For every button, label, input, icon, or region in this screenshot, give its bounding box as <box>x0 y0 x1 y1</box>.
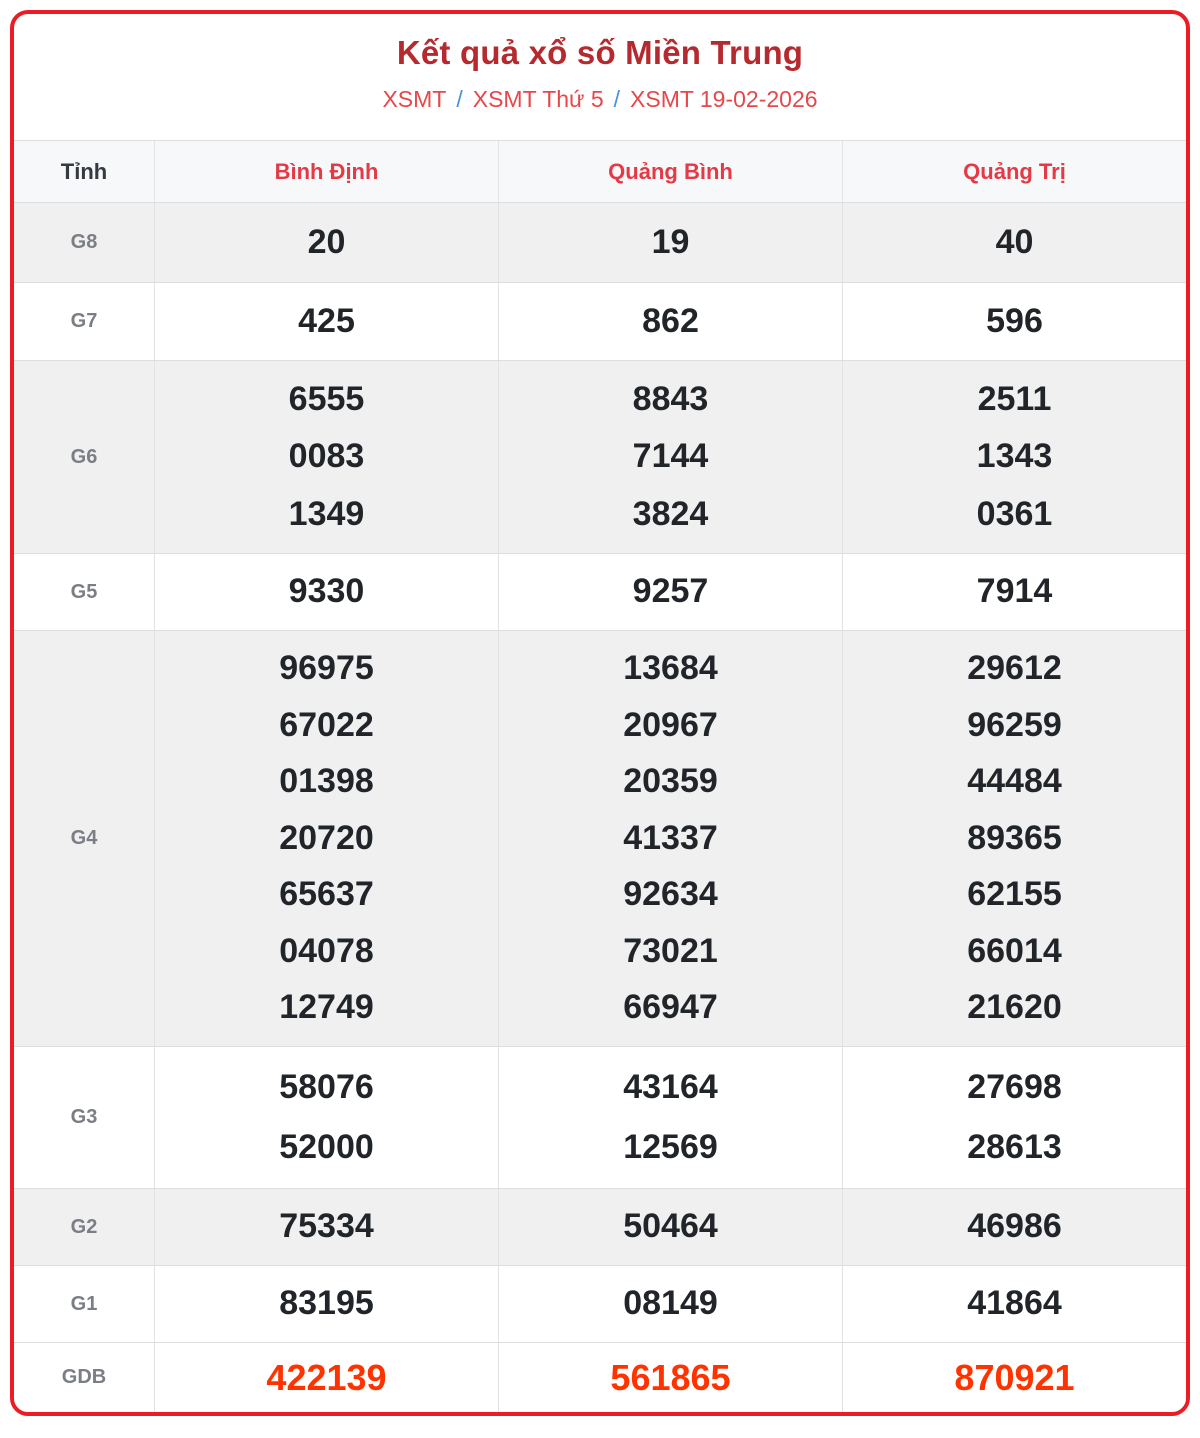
result-number: 65637 <box>279 875 374 914</box>
result-number: 62155 <box>967 875 1062 914</box>
result-number: 83195 <box>279 1284 374 1323</box>
result-number: 67022 <box>279 705 374 744</box>
prize-row-g2 <box>14 1188 1186 1265</box>
results-cell-g7-province-0 <box>154 283 498 360</box>
results-cell-gdb-province-2 <box>842 1343 1186 1412</box>
result-number: 20720 <box>279 818 374 857</box>
results-cell-g2-province-1 <box>498 1189 842 1265</box>
result-number: 29612 <box>967 649 1062 688</box>
result-number: 75334 <box>279 1207 374 1246</box>
result-number: 422139 <box>266 1356 387 1398</box>
results-cell-g7-province-1 <box>498 283 842 360</box>
result-number: 21620 <box>967 988 1062 1027</box>
results-table <box>14 140 1186 1412</box>
results-cell-g4-province-0 <box>154 631 498 1046</box>
results-cell-g5-province-1 <box>498 554 842 630</box>
results-cell-g5-province-2 <box>842 554 1186 630</box>
result-number: 19 <box>651 222 690 261</box>
result-number: 862 <box>642 301 699 340</box>
results-cell-g4-province-1 <box>498 631 842 1046</box>
result-number: 6555 <box>288 379 365 418</box>
column-header-binh-dinh: Bình Định <box>154 141 498 202</box>
results-cell-g5-province-0 <box>154 554 498 630</box>
result-number: 0361 <box>976 494 1053 533</box>
prize-label: G2 <box>70 1215 98 1238</box>
result-number: 27698 <box>967 1068 1062 1107</box>
result-number: 58076 <box>279 1068 374 1107</box>
result-number: 2511 <box>977 379 1052 418</box>
breadcrumb-link-xsmt-date[interactable]: XSMT 19-02-2026 <box>630 86 818 112</box>
result-number: 08149 <box>623 1284 718 1323</box>
result-number: 43164 <box>623 1068 718 1107</box>
breadcrumb-separator: / <box>613 86 621 112</box>
lottery-results-card <box>10 10 1190 1416</box>
page-title: Kết quả xổ số Miền Trung <box>396 34 804 71</box>
prize-row-gdb <box>14 1342 1186 1412</box>
result-number: 46986 <box>967 1207 1062 1246</box>
prize-row-g8 <box>14 202 1186 282</box>
result-number: 20359 <box>623 762 718 801</box>
result-number: 425 <box>298 301 355 340</box>
result-number: 40 <box>995 222 1034 261</box>
prize-label: G8 <box>70 231 98 253</box>
result-number: 7144 <box>632 437 709 476</box>
result-number: 8843 <box>632 379 709 418</box>
result-number: 3824 <box>632 494 709 533</box>
prize-row-g6 <box>14 360 1186 553</box>
results-cell-g6-province-2 <box>842 361 1186 553</box>
results-cell-g1-province-0 <box>154 1266 498 1342</box>
result-number: 20967 <box>623 705 718 744</box>
prize-row-g4 <box>14 630 1186 1046</box>
result-number: 96975 <box>279 649 374 688</box>
results-cell-g2-province-2 <box>842 1189 1186 1265</box>
result-number: 73021 <box>623 931 718 970</box>
results-cell-g6-province-0 <box>154 361 498 553</box>
results-cell-g8-province-0 <box>154 203 498 282</box>
result-number: 0083 <box>288 437 365 476</box>
column-header-province-label: Tỉnh <box>60 158 108 184</box>
result-number: 50464 <box>623 1207 718 1246</box>
results-cell-g1-province-2 <box>842 1266 1186 1342</box>
result-number: 92634 <box>623 875 718 914</box>
breadcrumb-link-xsmt-weekday[interactable]: XSMT Thứ 5 <box>472 86 604 112</box>
results-cell-g3-province-1 <box>498 1047 842 1188</box>
result-number: 28613 <box>967 1127 1062 1166</box>
column-header-quang-tri: Quảng Trị <box>842 141 1186 202</box>
prize-row-g3 <box>14 1046 1186 1188</box>
result-number: 20 <box>307 222 346 261</box>
results-cell-g8-province-1 <box>498 203 842 282</box>
results-cell-gdb-province-1 <box>498 1343 842 1412</box>
results-cell-g3-province-2 <box>842 1047 1186 1188</box>
prize-label: G5 <box>70 580 98 603</box>
prize-row-g5 <box>14 553 1186 630</box>
prize-row-g1 <box>14 1265 1186 1342</box>
result-number: 12569 <box>623 1127 718 1166</box>
breadcrumb-link-xsmt[interactable]: XSMT <box>382 86 447 112</box>
result-number: 1343 <box>976 437 1053 476</box>
results-cell-gdb-province-0 <box>154 1343 498 1412</box>
prize-label: G3 <box>70 1106 98 1128</box>
result-number: 13684 <box>623 649 718 688</box>
result-number: 7914 <box>976 572 1053 611</box>
result-number: 596 <box>986 301 1043 340</box>
results-cell-g2-province-0 <box>154 1189 498 1265</box>
prize-row-g7 <box>14 282 1186 360</box>
result-number: 96259 <box>967 705 1062 744</box>
result-number: 01398 <box>279 762 374 801</box>
card-header <box>14 14 1186 140</box>
results-cell-g6-province-1 <box>498 361 842 553</box>
results-cell-g3-province-0 <box>154 1047 498 1188</box>
result-number: 52000 <box>279 1127 374 1166</box>
prize-rows <box>14 202 1186 1412</box>
result-number: 41337 <box>623 818 718 857</box>
result-number: 89365 <box>967 818 1062 857</box>
result-number: 1349 <box>288 494 365 533</box>
results-cell-g8-province-2 <box>842 203 1186 282</box>
prize-label: G4 <box>70 827 98 849</box>
prize-label: GDB <box>61 1366 107 1388</box>
result-number: 12749 <box>279 988 374 1027</box>
results-cell-g7-province-2 <box>842 283 1186 360</box>
result-number: 561865 <box>610 1356 731 1398</box>
result-number: 44484 <box>967 762 1062 801</box>
result-number: 9330 <box>288 572 365 611</box>
result-number: 41864 <box>967 1284 1062 1323</box>
table-header-row <box>14 140 1186 202</box>
result-number: 04078 <box>279 931 374 970</box>
prize-label: G7 <box>70 310 98 332</box>
prize-label: G6 <box>70 445 98 468</box>
result-number: 870921 <box>954 1356 1075 1398</box>
breadcrumb-separator: / <box>456 86 463 112</box>
results-cell-g4-province-2 <box>842 631 1186 1046</box>
result-number: 9257 <box>632 572 709 611</box>
breadcrumb <box>382 86 817 113</box>
result-number: 66014 <box>967 931 1062 970</box>
results-cell-g1-province-1 <box>498 1266 842 1342</box>
column-header-quang-binh: Quảng Bình <box>498 141 842 202</box>
prize-label: G1 <box>70 1292 98 1315</box>
result-number: 66947 <box>623 988 718 1027</box>
